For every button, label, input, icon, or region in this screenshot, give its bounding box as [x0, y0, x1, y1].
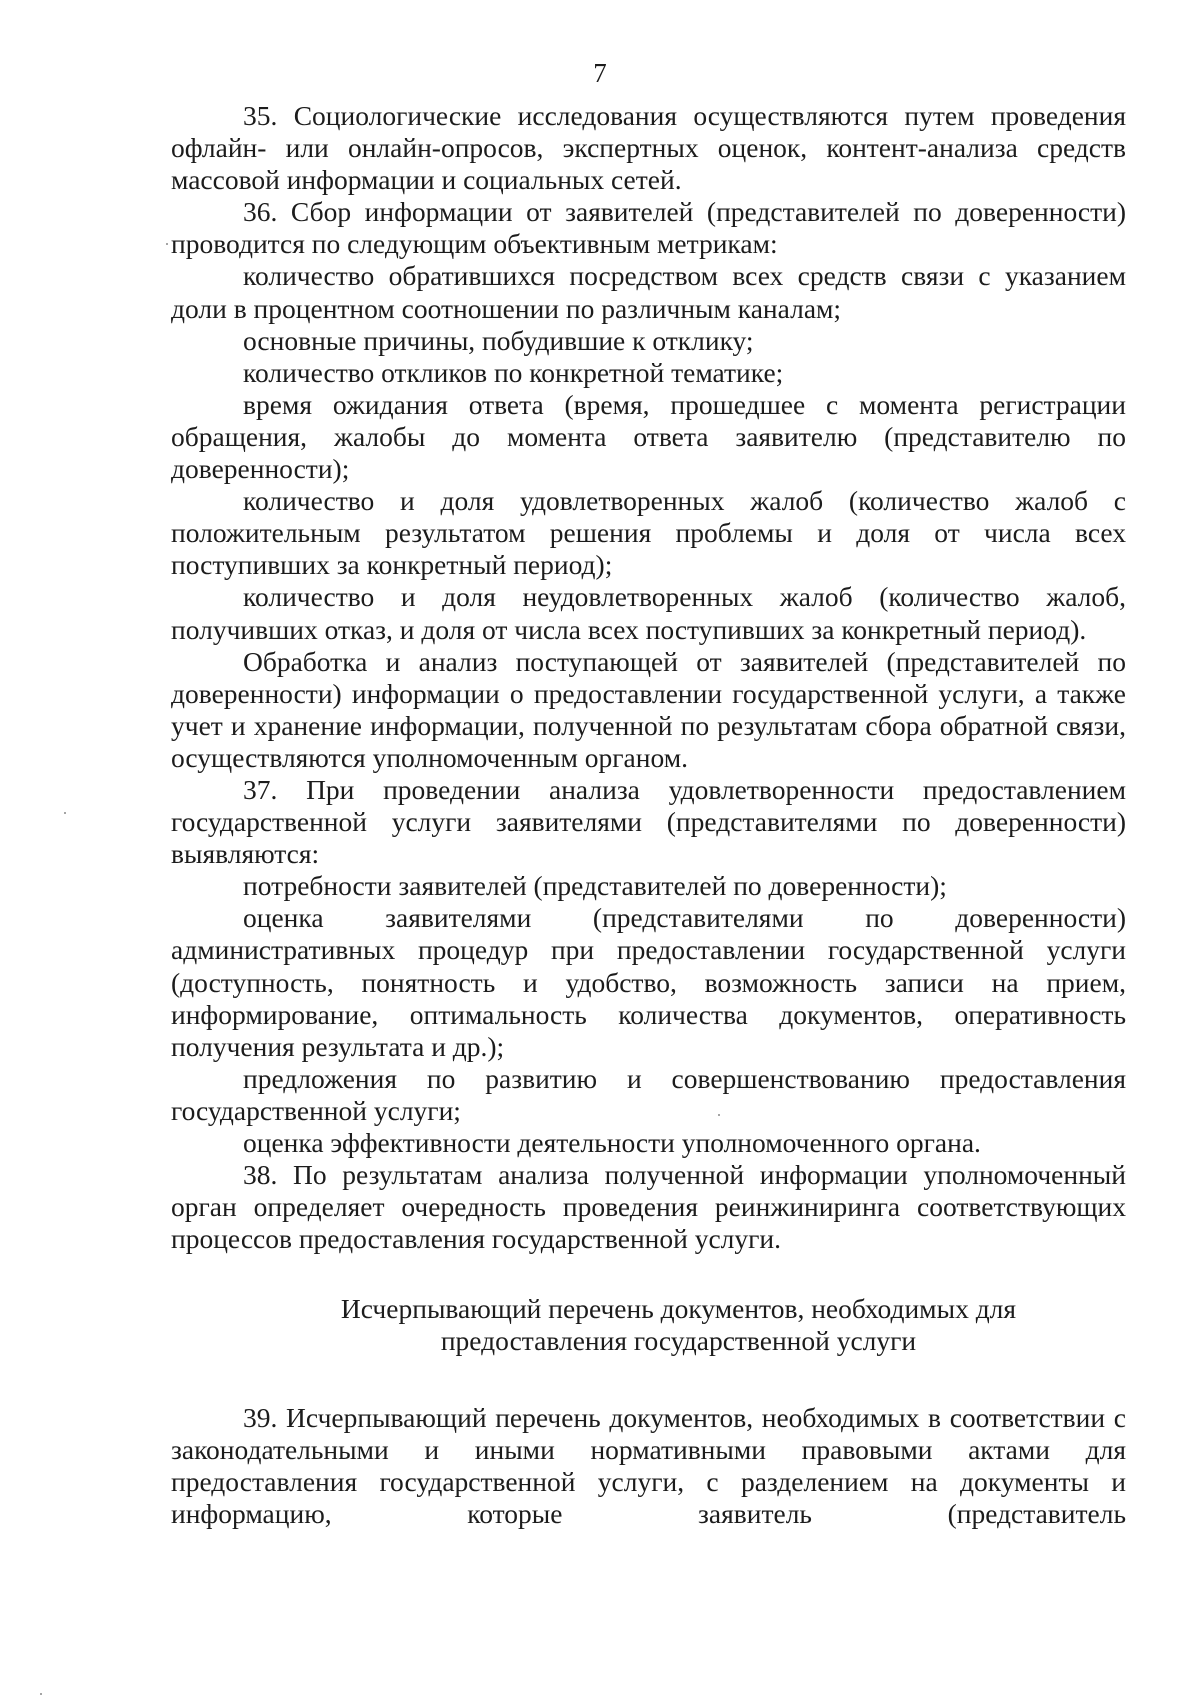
scan-speck [64, 812, 66, 814]
paragraph-36: 36. Сбор информации от заявителей (представителей по доверенности) проводится по следующим объективным метрикам: [171, 196, 1126, 260]
scan-speck [166, 243, 168, 245]
scan-speck [40, 1693, 42, 1695]
paragraph-35: 35. Социологические исследования осуществляются путем проведения офлайн- или онлайн-опросов, экспертных оценок, контент-анализа средств массовой информации и социальных сетей. [171, 100, 1126, 196]
paragraph-36-processing: Обработка и анализ поступающей от заявителей (представителей по доверенности) информации о предоставлении государственной услуги, а также учет и хранение информации, полученной по результатам сбора обратной связи, осуществляются уполномоченным органом. [171, 645, 1126, 773]
paragraph-39: 39. Исчерпывающий перечень документов, необходимых в соответствии с законодательными и иными нормативными правовыми актами для предоставления государственной услуги, с разделением на документы и информацию, которые заявитель (представитель [171, 1401, 1126, 1529]
paragraph-37-item-3: предложения по развитию и совершенствованию предоставления государственной услуги; [171, 1062, 1126, 1126]
paragraph-37-item-2: оценка заявителями (представителями по доверенности) административных процедур при предоставлении государственной услуги (доступность, понятность и удобство, возможность записи на прием, информирование, оптимальность количества документов, оперативность получения результата и др.); [171, 902, 1126, 1062]
document-body [171, 100, 1126, 1530]
section-heading-line-2: предоставления государственной услуги [440, 1325, 917, 1357]
paragraph-37: 37. При проведении анализа удовлетворенности предоставлением государственной услуги заявителями (представителями по доверенности) выявляются: [171, 773, 1126, 870]
paragraph-36-metric-6: количество и доля неудовлетворенных жалоб (количество жалоб, получивших отказ, и доля от числа всех поступивших за конкретный период). [171, 581, 1126, 645]
paragraph-36-metric-1: количество обратившихся посредством всех средств связи с указанием доли в процентном соотношении по различным каналам; [171, 260, 1126, 324]
paragraph-38: 38. По результатам анализа полученной информации уполномоченный орган определяет очередность проведения реинжиниринга соответствующих процессов предоставления государственной услуги. [171, 1159, 1126, 1255]
paragraph-37-item-1: потребности заявителей (представителей по доверенности); [243, 870, 947, 902]
scan-speck [718, 1114, 720, 1116]
paragraph-36-metric-4: время ожидания ответа (время, прошедшее с момента регистрации обращения, жалобы до момента ответа заявителю (представителю по доверенности); [171, 388, 1126, 485]
section-heading [171, 1293, 1126, 1357]
page-number: 7 [593, 58, 607, 88]
section-heading-line-1: Исчерпывающий перечень документов, необходимых для [340, 1293, 1017, 1325]
paragraph-37-item-4: оценка эффективности деятельности уполномоченного органа. [243, 1127, 981, 1158]
paragraph-36-metric-3: количество откликов по конкретной тематике; [243, 356, 784, 388]
paragraph-36-metric-5: количество и доля удовлетворенных жалоб (количество жалоб с положительным результатом решения проблемы и доля от числа всех поступивших за конкретный период); [171, 485, 1126, 581]
paragraph-36-metric-2: основные причины, побудившие к отклику; [243, 324, 754, 356]
